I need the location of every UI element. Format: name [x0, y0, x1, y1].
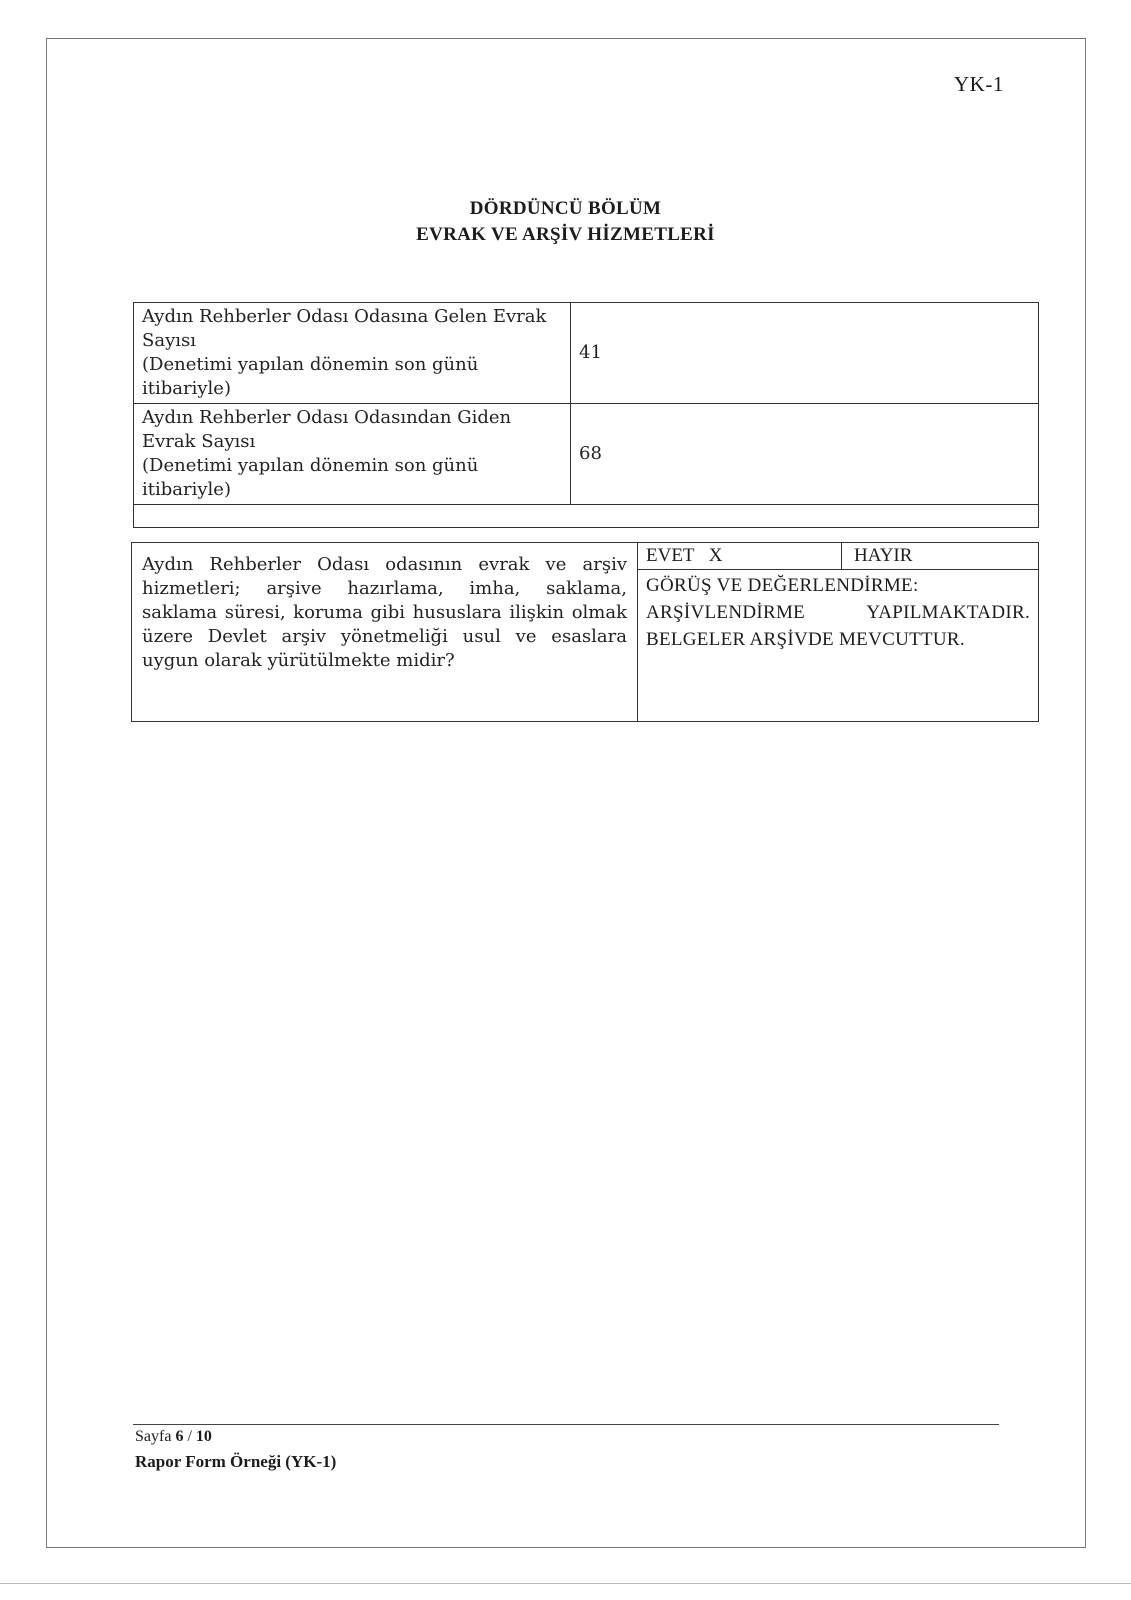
incoming-count-label: Aydın Rehberler Odası Odasına Gelen Evrak Sayısı (Denetimi yapılan dönemin son günü itibariyle) — [134, 303, 571, 404]
yes-label: EVET — [646, 545, 695, 566]
yes-mark: X — [708, 545, 723, 566]
page-number: Sayfa 6 / 10 — [135, 1428, 212, 1445]
scan-edge-line — [0, 1583, 1131, 1584]
answer-cell — [638, 543, 1039, 722]
answer-options — [638, 543, 1038, 570]
form-code: YK-1 — [954, 72, 1004, 96]
table-spacer-row — [134, 505, 1039, 528]
page-border — [46, 38, 1086, 1548]
no-option: HAYIR — [854, 545, 913, 566]
document-counts-table — [133, 302, 1039, 528]
archive-question-text: Aydın Rehberler Odası odasının evrak ve arşiv hizmetleri; arşive hazırlama, imha, saklama, saklama süresi, koruma gibi hususlara ilişkin olmak üzere Devlet arşiv yönetmeliği usul ve esaslara uygun olarak yürütülmekte midir? — [142, 554, 627, 671]
section-subtitle: EVRAK VE ARŞİV HİZMETLERİ — [416, 224, 715, 245]
evaluation-line-1: ARŞİVLENDİRME YAPILMAKTADIR. — [646, 602, 1030, 623]
outgoing-count-label: Aydın Rehberler Odası Odasından Giden Evrak Sayısı (Denetimi yapılan dönemin son günü itibariyle) — [134, 404, 571, 505]
table-row — [134, 303, 1039, 404]
question-cell — [132, 543, 638, 722]
archive-question-table — [131, 542, 1039, 722]
table-row — [132, 543, 1039, 722]
evaluation-block — [638, 570, 1038, 655]
footer-divider — [133, 1424, 999, 1425]
section-title: DÖRDÜNCÜ BÖLÜM — [469, 198, 662, 219]
evaluation-heading: GÖRÜŞ VE DEĞERLENDİRME: — [646, 575, 919, 596]
form-name: Rapor Form Örneği (YK-1) — [135, 1452, 337, 1471]
incoming-count-value: 41 — [571, 303, 1039, 404]
table-row — [134, 404, 1039, 505]
outgoing-count-value: 68 — [571, 404, 1039, 505]
evaluation-line-2: BELGELER ARŞİVDE MEVCUTTUR. — [646, 629, 965, 650]
yes-option — [638, 543, 842, 569]
